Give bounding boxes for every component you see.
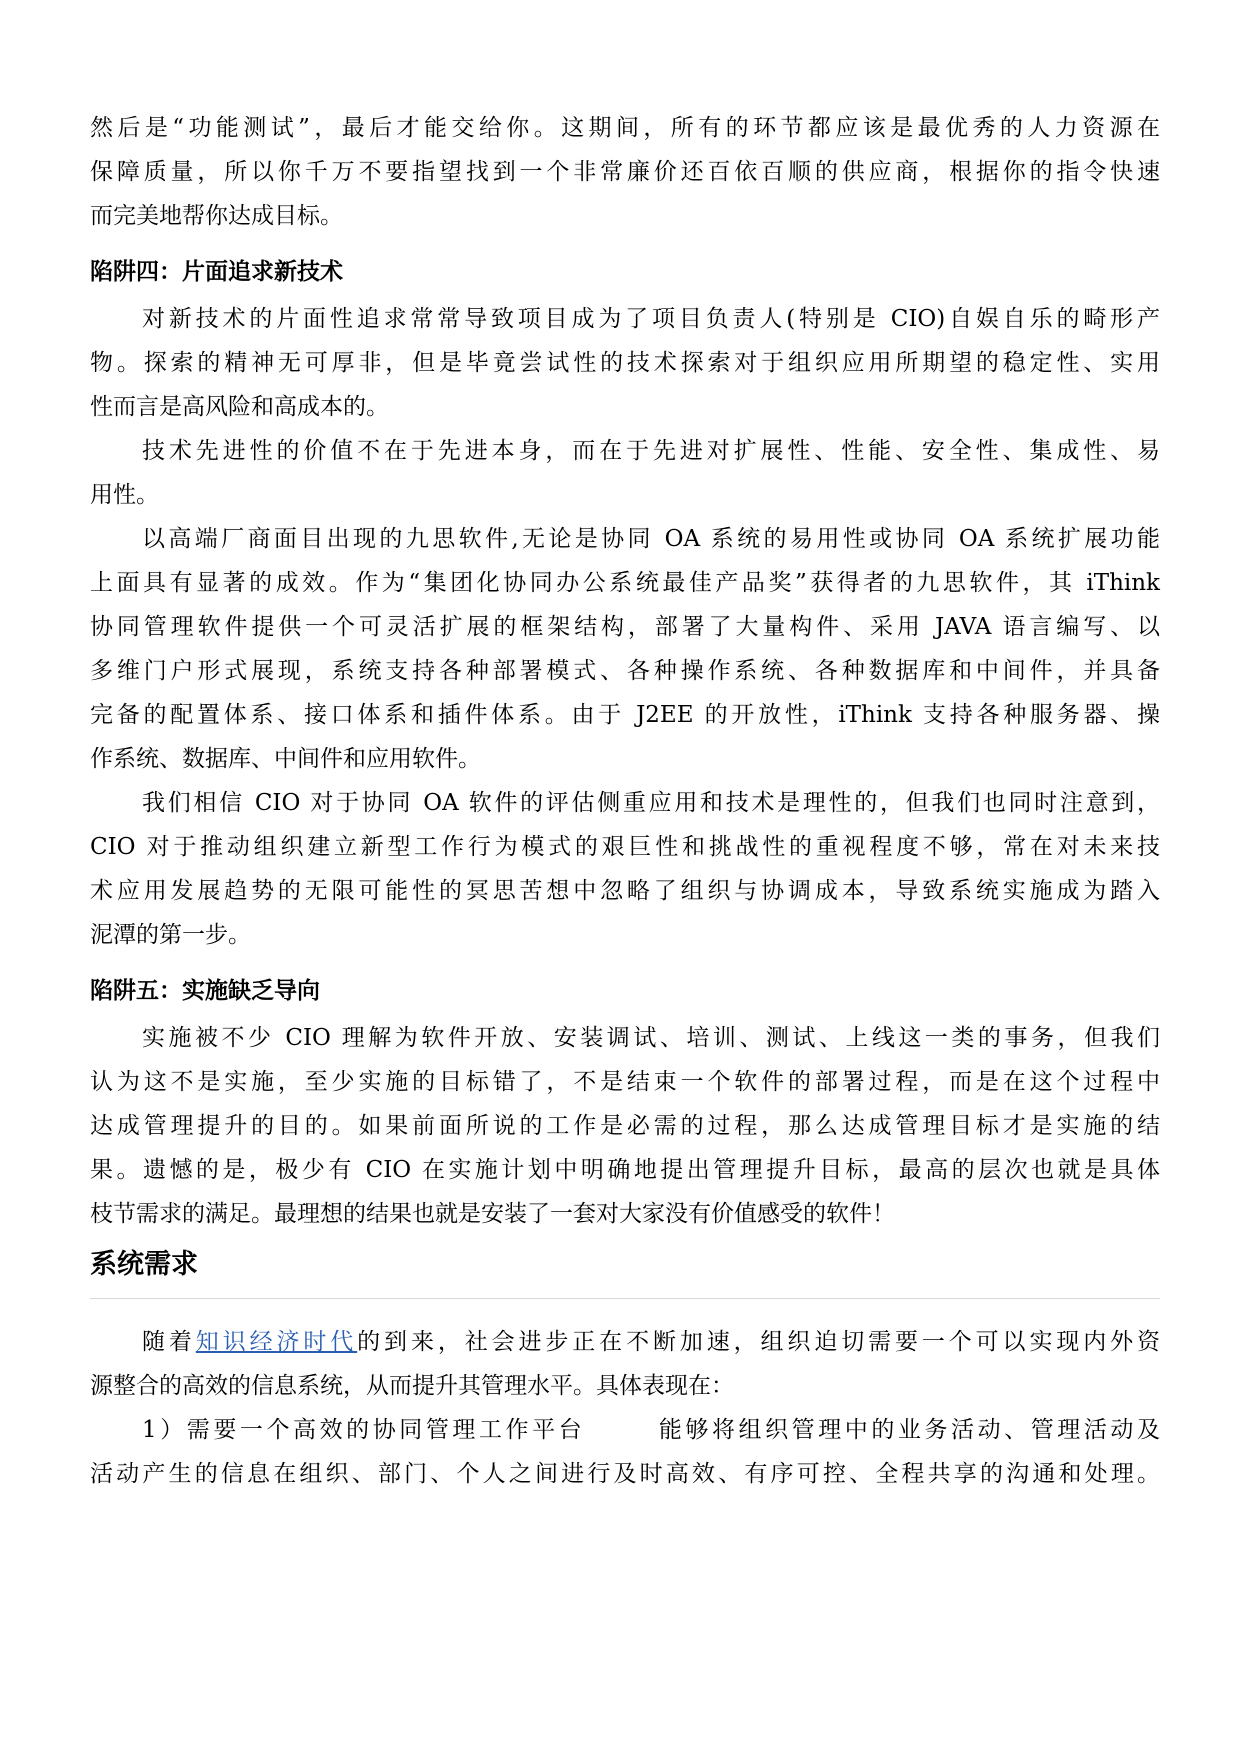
trap4-p3-line-2: 上面具有显著的成效。作为“集团化协同办公系统最佳产品奖”获得者的九思软件，其 iThink (90, 570, 1160, 596)
trap4-p3-line-1: 以高端厂商面目出现的九思软件,无论是协同 OA 系统的易用性或协同 OA 系统扩展功能 (142, 526, 1160, 552)
sysreq-p1-prefix: 随着 (142, 1329, 196, 1355)
trap5-p1-line-2: 认为这不是实施，至少实施的目标错了，不是结束一个软件的部署过程，而是在这个过程中 (90, 1069, 1160, 1095)
sysreq-p1-suffix: 的到来，社会进步正在不断加速，组织迫切需要一个可以实现内外资 (357, 1329, 1161, 1355)
trap4-p3-line-5: 完备的配置体系、接口体系和插件体系。由于 J2EE 的开放性，iThink 支持各种服务器、操 (90, 702, 1160, 728)
intro-line-2: 保障质量，所以你千万不要指望找到一个非常廉价还百依百顺的供应商，根据你的指令快速 (90, 159, 1160, 185)
trap4-p4-line-4: 泥潭的第一步。 (90, 922, 251, 948)
trap4-p4-line-3: 术应用发展趋势的无限可能性的冥思苦想中忽略了组织与协调成本，导致系统实施成为踏入 (90, 878, 1160, 904)
trap5-heading: 陷阱五：实施缺乏导向 (90, 978, 320, 1004)
trap4-p1-line-3: 性而言是高风险和高成本的。 (90, 394, 389, 420)
knowledge-economy-link[interactable]: 知识经济时代 (195, 1329, 358, 1355)
trap4-p2-line-1: 技术先进性的价值不在于先进本身，而在于先进对扩展性、性能、安全性、集成性、易 (142, 438, 1160, 464)
trap4-p3-line-4: 多维门户形式展现，系统支持各种部署模式、各种操作系统、各种数据库和中间件，并具备 (90, 658, 1160, 684)
trap4-p2-line-2: 用性。 (90, 482, 159, 508)
trap5-p1-line-5: 枝节需求的满足。最理想的结果也就是安装了一套对大家没有价值感受的软件！ (90, 1201, 895, 1227)
trap4-p1-line-2: 物。探索的精神无可厚非，但是毕竟尝试性的技术探索对于组织应用所期望的稳定性、实用 (90, 350, 1160, 376)
section-divider (90, 1298, 1160, 1299)
trap4-heading: 陷阱四：片面追求新技术 (90, 259, 343, 285)
sysreq-item1-label: 1）需要一个高效的协同管理工作平台 (142, 1417, 586, 1443)
trap5-p1-line-4: 果。遗憾的是，极少有 CIO 在实施计划中明确地提出管理提升目标，最高的层次也就是具体 (90, 1157, 1160, 1183)
intro-line-1: 然后是“功能测试”，最后才能交给你。这期间，所有的环节都应该是最优秀的人力资源在 (90, 115, 1160, 141)
trap5-p1-line-1: 实施被不少 CIO 理解为软件开放、安装调试、培训、测试、上线这一类的事务，但我们 (142, 1025, 1160, 1051)
sysreq-p1-line-2: 源整合的高效的信息系统，从而提升其管理水平。具体表现在： (90, 1373, 734, 1399)
sysreq-item1-line-2: 活动产生的信息在组织、部门、个人之间进行及时高效、有序可控、全程共享的沟通和处理。 (90, 1461, 1160, 1487)
trap5-p1-line-3: 达成管理提升的目的。如果前面所说的工作是必需的过程，那么达成管理目标才是实施的结 (90, 1113, 1160, 1139)
intro-line-3: 而完美地帮你达成目标。 (90, 203, 343, 229)
trap4-p4-line-2: CIO 对于推动组织建立新型工作行为模式的艰巨性和挑战性的重视程度不够，常在对未来技 (90, 834, 1160, 860)
section-title: 系统需求 (90, 1249, 198, 1280)
sysreq-item1-text: 能够将组织管理中的业务活动、管理活动及 (655, 1417, 1160, 1443)
sysreq-p1-line-1 (142, 1318, 1160, 1366)
trap4-p1-line-1: 对新技术的片面性追求常常导致项目成为了项目负责人(特别是 CIO)自娱自乐的畸形产 (142, 306, 1160, 332)
trap4-p4-line-1: 我们相信 CIO 对于协同 OA 软件的评估侧重应用和技术是理性的，但我们也同时注意到， (142, 790, 1160, 816)
trap4-p3-line-6: 作系统、数据库、中间件和应用软件。 (90, 746, 481, 772)
sysreq-item1-line-1 (142, 1406, 1160, 1454)
trap4-p3-line-3: 协同管理软件提供一个可灵活扩展的框架结构，部署了大量构件、采用 JAVA 语言编写、以 (90, 614, 1160, 640)
